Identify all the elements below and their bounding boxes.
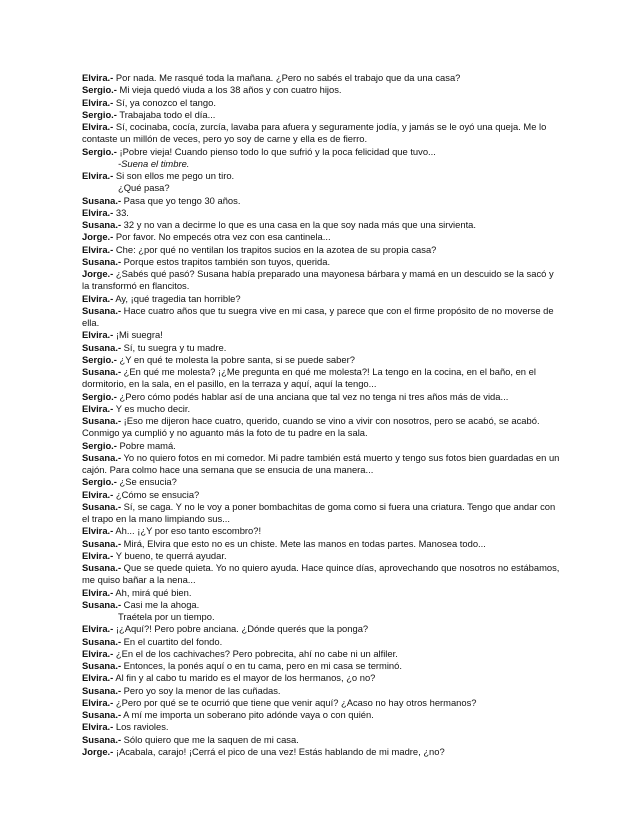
dialogue-line bbox=[82, 709, 560, 721]
dialogue-line bbox=[82, 476, 560, 488]
dialogue-line bbox=[82, 538, 560, 550]
speaker-name: Susana.- bbox=[82, 709, 122, 720]
dialogue-line bbox=[82, 440, 560, 452]
dialogue-line bbox=[82, 562, 563, 587]
dialogue-text: Ah... ¡¿Y por eso tanto escombro?! bbox=[113, 525, 262, 537]
stage-direction bbox=[82, 158, 560, 170]
speaker-name: Sergio.- bbox=[82, 145, 117, 157]
speaker-name: Elvira.- bbox=[82, 672, 114, 684]
dialogue-line bbox=[82, 97, 560, 109]
dialogue-text: Entonces, la ponés aquí o en tu cama, pero en mi casa se terminó. bbox=[121, 660, 402, 671]
dialogue-line bbox=[82, 268, 560, 293]
dialogue-text: Sólo quiero que me la saquen de mi casa. bbox=[121, 733, 299, 745]
dialogue-text: Sí, tu suegra y tu madre. bbox=[121, 341, 227, 353]
dialogue-line bbox=[82, 231, 560, 243]
dialogue-text: ¡Acabala, carajo! ¡Cerrá el pico de una vez! Estás hablando de mi madre, ¿no? bbox=[113, 745, 445, 757]
dialogue-line bbox=[82, 636, 560, 648]
speaker-name: Susana.- bbox=[82, 194, 122, 206]
speaker-name: Elvira.- bbox=[82, 525, 114, 537]
speaker-name: Elvira.- bbox=[82, 623, 114, 635]
dialogue-text: ¿Qué pasa? bbox=[118, 182, 170, 194]
speaker-name: Elvira.- bbox=[82, 206, 114, 218]
speaker-name: Susana.- bbox=[82, 733, 122, 745]
dialogue-text: ¿En qué me molesta? ¡¿Me pregunta en qué me molesta?! La tengo en la cocina, en el baño, en el dormitorio, en la sala, en el pasillo, en la terraza y aquí, aquí la tengo... bbox=[82, 366, 539, 390]
dialogue-line bbox=[82, 366, 560, 391]
dialogue-text: Si son ellos me pego un tiro. bbox=[113, 170, 235, 181]
dialogue-text: 32 y no van a decirme lo que es una casa en la que soy nada más que una sirvienta. bbox=[121, 219, 476, 230]
dialogue-text: Pasa que yo tengo 30 años. bbox=[121, 194, 241, 206]
speaker-name: Susana.- bbox=[82, 415, 122, 426]
dialogue-line bbox=[82, 611, 560, 623]
speaker-name: Elvira.- bbox=[82, 402, 114, 414]
speaker-name: Susana.- bbox=[82, 451, 122, 463]
speaker-name: Sergio.- bbox=[82, 476, 117, 488]
dialogue-line bbox=[82, 219, 560, 231]
dialogue-line bbox=[82, 550, 560, 562]
dialogue-line bbox=[82, 660, 560, 672]
speaker-name: Elvira.- bbox=[82, 488, 114, 500]
dialogue-text: Y es mucho decir. bbox=[113, 402, 191, 414]
speaker-name: Elvira.- bbox=[82, 292, 114, 304]
dialogue-text: Casi me la ahoga. bbox=[121, 598, 200, 610]
speaker-name: Elvira.- bbox=[82, 696, 114, 708]
speaker-name: Elvira.- bbox=[82, 586, 114, 598]
script-page bbox=[82, 72, 563, 758]
dialogue-text: 33. bbox=[113, 206, 129, 218]
dialogue-line bbox=[82, 587, 560, 599]
dialogue-text: ¿Cómo se ensucia? bbox=[113, 488, 200, 500]
dialogue-text: ¿Se ensucia? bbox=[116, 476, 177, 488]
dialogue-line bbox=[82, 648, 560, 660]
speaker-name: Jorge.- bbox=[82, 268, 114, 279]
dialogue-text: Ay, ¡qué tragedia tan horrible? bbox=[113, 292, 241, 304]
dialogue-text: Que se quede quieta. Yo no quiero ayuda. Hace quince días, aprovechando que nosotros no estábamos, me quiso bañar a la nena... bbox=[82, 562, 563, 586]
dialogue-line bbox=[82, 354, 560, 366]
dialogue-line bbox=[82, 72, 560, 84]
dialogue-line bbox=[82, 244, 560, 256]
dialogue-text: Mi vieja quedó viuda a los 38 años y con cuatro hijos. bbox=[116, 84, 342, 96]
dialogue-line bbox=[82, 599, 560, 611]
speaker-name: Susana.- bbox=[82, 304, 122, 316]
dialogue-line bbox=[82, 623, 560, 635]
speaker-name: Sergio.- bbox=[82, 84, 117, 96]
dialogue-line bbox=[82, 685, 560, 697]
speaker-name: Sergio.- bbox=[82, 108, 117, 120]
dialogue-text: Por nada. Me rasqué toda la mañana. ¿Pero no sabés el trabajo que da una casa? bbox=[113, 72, 461, 83]
dialogue-text: ¿Pero cómo podés hablar así de una anciana que tal vez no tenga ni tres años más de vida... bbox=[116, 390, 509, 402]
dialogue-text: Porque estos trapitos también son tuyos, querida. bbox=[121, 255, 331, 267]
dialogue-line bbox=[82, 403, 560, 415]
dialogue-text: ¡¿Aquí?! Pero pobre anciana. ¿Dónde querés que la ponga? bbox=[113, 623, 369, 635]
dialogue-text: Al fin y al cabo tu marido es el mayor de los hermanos, ¿o no? bbox=[113, 672, 376, 684]
dialogue-text: A mí me importa un soberano pito adónde vaya o con quién. bbox=[121, 709, 374, 720]
dialogue-text: Trabajaba todo el día... bbox=[116, 108, 216, 120]
dialogue-line bbox=[82, 329, 560, 341]
dialogue-text: Hace cuatro años que tu suegra vive en mi casa, y parece que con el firme propósito de no moverse de ella. bbox=[82, 304, 557, 328]
speaker-name: Susana.- bbox=[82, 366, 122, 377]
speaker-name: Susana.- bbox=[82, 341, 122, 353]
dialogue-text: -Suena el timbre. bbox=[118, 157, 190, 169]
speaker-name: Elvira.- bbox=[82, 121, 114, 132]
dialogue-text: Por favor. No empecés otra vez con esa cantinela... bbox=[113, 231, 331, 243]
speaker-name: Sergio.- bbox=[82, 390, 117, 402]
dialogue-line bbox=[82, 525, 560, 537]
dialogue-line bbox=[82, 415, 560, 440]
speaker-name: Elvira.- bbox=[82, 329, 114, 341]
speaker-name: Jorge.- bbox=[82, 231, 114, 243]
dialogue-text: ¿En el de los cachivaches? Pero pobrecita, ahí no cabe ni un alfiler. bbox=[113, 647, 398, 659]
speaker-name: Elvira.- bbox=[82, 647, 114, 659]
dialogue-line bbox=[82, 170, 560, 182]
dialogue-line bbox=[82, 84, 560, 96]
speaker-name: Elvira.- bbox=[82, 721, 114, 733]
dialogue-line bbox=[82, 452, 560, 477]
dialogue-line bbox=[82, 256, 560, 268]
speaker-name: Susana.- bbox=[82, 562, 122, 573]
dialogue-text: Che: ¿por qué no ventilan los trapitos sucios en la azotea de su propia casa? bbox=[113, 243, 437, 255]
dialogue-line bbox=[82, 746, 560, 758]
speaker-name: Susana.- bbox=[82, 598, 122, 610]
dialogue-line bbox=[82, 501, 560, 526]
dialogue-text: ¿Sabés qué pasó? Susana había preparado una mayonesa bárbara y mamá en un descuido se la sacó y la transformó en flancitos. bbox=[82, 268, 557, 292]
dialogue-text: Y bueno, te querrá ayudar. bbox=[113, 549, 227, 561]
speaker-name: Elvira.- bbox=[82, 549, 114, 561]
dialogue-line bbox=[82, 121, 560, 146]
dialogue-text: Sí, cocinaba, cocía, zurcía, lavaba para afuera y seguramente jodía, y jamás se le oyó una queja. Me lo contaste un millón de veces, pero yo soy de carne y ella es de fierro. bbox=[82, 121, 549, 145]
speaker-name: Susana.- bbox=[82, 635, 122, 647]
speaker-name: Susana.- bbox=[82, 219, 122, 230]
dialogue-text: Traétela por un tiempo. bbox=[118, 611, 215, 622]
speaker-name: Susana.- bbox=[82, 255, 122, 267]
dialogue-line bbox=[82, 342, 560, 354]
dialogue-text: Ah, mirá qué bien. bbox=[113, 586, 192, 598]
dialogue-line bbox=[82, 195, 560, 207]
dialogue-text: ¿Pero por qué se te ocurrió que tiene que venir aquí? ¿Acaso no hay otros hermanos? bbox=[113, 696, 477, 708]
dialogue-text: ¡Eso me dijeron hace cuatro, querido, cuando se vino a vivir con nosotros, pero se acabó, se acabó. Conmigo ya cumplió y no aguanto más la foto de tu padre en la sala. bbox=[82, 415, 543, 439]
dialogue-text: Mirá, Elvira que esto no es un chiste. Mete las manos en todas partes. Manosea todo... bbox=[121, 537, 486, 549]
speaker-name: Susana.- bbox=[82, 500, 122, 512]
dialogue-text: Pobre mamá. bbox=[116, 439, 176, 451]
speaker-name: Sergio.- bbox=[82, 353, 117, 365]
speaker-name: Susana.- bbox=[82, 660, 122, 671]
dialogue-text: Sí, se caga. Y no le voy a poner bombachitas de goma como si fuera una criatura. Tengo que andar con el trapo en la mano limpiando sus... bbox=[82, 500, 558, 524]
dialogue-line bbox=[82, 182, 560, 194]
speaker-name: Elvira.- bbox=[82, 96, 114, 108]
dialogue-line bbox=[82, 293, 560, 305]
dialogue-line bbox=[82, 672, 560, 684]
dialogue-text: Yo no quiero fotos en mi comedor. Mi padre también está muerto y tengo sus fotos bien guardadas en un cajón. Para colmo hace una semana que se ensucia de una manera... bbox=[82, 451, 562, 475]
speaker-name: Elvira.- bbox=[82, 72, 114, 83]
dialogue-text: Pero yo soy la menor de las cuñadas. bbox=[121, 684, 281, 696]
dialogue-text: ¡Pobre vieja! Cuando pienso todo lo que sufrió y la poca felicidad que tuvo... bbox=[116, 145, 436, 157]
dialogue-line bbox=[82, 697, 560, 709]
speaker-name: Susana.- bbox=[82, 537, 122, 549]
dialogue-text: Sí, ya conozco el tango. bbox=[113, 96, 216, 108]
dialogue-text: Los ravioles. bbox=[113, 721, 169, 733]
dialogue-text: ¡Mi suegra! bbox=[113, 329, 163, 341]
speaker-name: Elvira.- bbox=[82, 170, 114, 181]
dialogue-text: En el cuartito del fondo. bbox=[121, 635, 223, 647]
dialogue-line bbox=[82, 734, 560, 746]
speaker-name: Susana.- bbox=[82, 684, 122, 696]
dialogue-text: ¿Y en qué te molesta la pobre santa, si se puede saber? bbox=[116, 353, 355, 365]
dialogue-line bbox=[82, 146, 560, 158]
speaker-name: Elvira.- bbox=[82, 243, 114, 255]
dialogue-line bbox=[82, 391, 560, 403]
dialogue-line bbox=[82, 109, 560, 121]
dialogue-line bbox=[82, 721, 560, 733]
speaker-name: Sergio.- bbox=[82, 439, 117, 451]
dialogue-line bbox=[82, 207, 560, 219]
dialogue-line bbox=[82, 305, 560, 330]
dialogue-line bbox=[82, 489, 560, 501]
speaker-name: Jorge.- bbox=[82, 745, 114, 757]
